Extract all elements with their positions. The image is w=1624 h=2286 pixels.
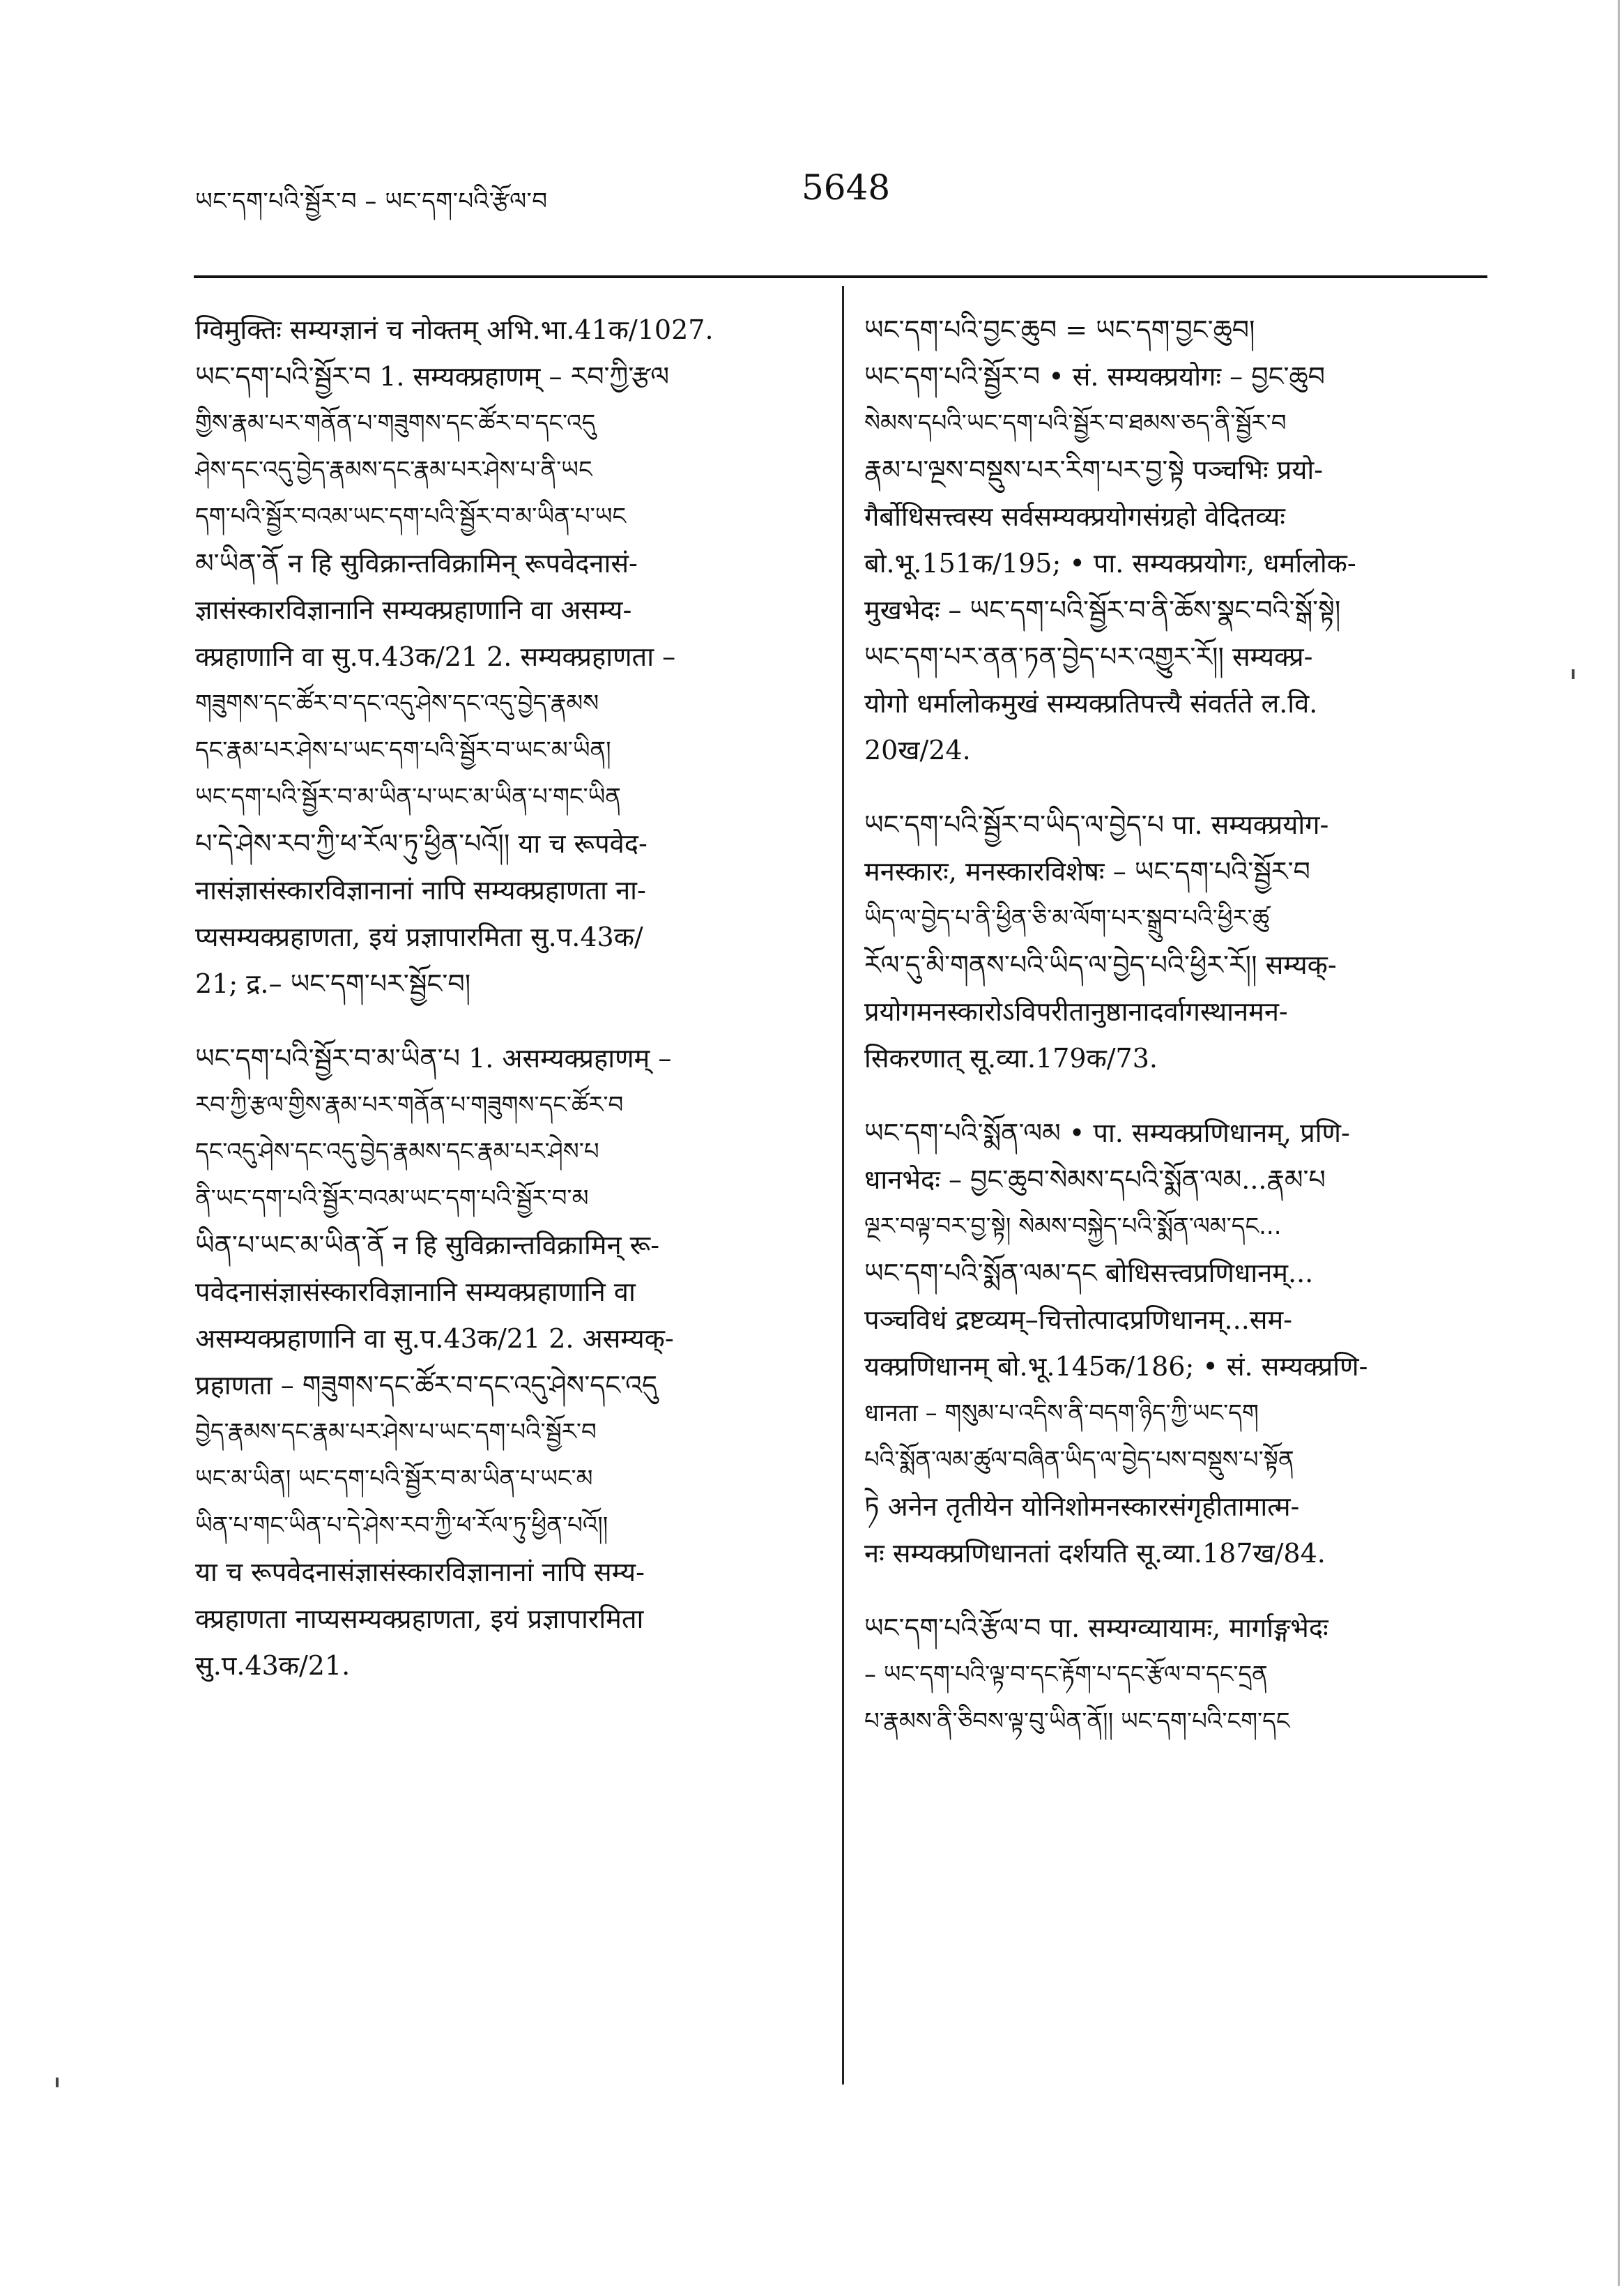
text-line: धानभेदः – བྱང་ཆུབ་སེམས་དཔའི་སྨོན་ལམ...རྣམ་པ xyxy=(864,1164,1326,1195)
header-entry-range: ཡང་དག་པའི་སྦྱོར་བ – ཡང་དག་པའི་རྩོལ་བ xyxy=(195,188,548,215)
text-line: मनस्कारः, मनस्कारविशेषः – ཡང་དག་པའི་སྦྱོར་བ xyxy=(864,856,1310,887)
text-line: ཡང་དག་པའི་སྨོན་ལམ་དང बोधिसत्त्वप्रणिधानम्... xyxy=(864,1258,1314,1288)
text-line: ग्विमुक्तिः सम्यग्ज्ञानं च नोक्तम् अभि.भा.41क/1027. xyxy=(195,314,714,345)
text-line: ལྔར་བལྟ་བར་བྱ་སྟེ། སེམས་བསྐྱེད་པའི་སྨོན་ལམ་དང... xyxy=(864,1212,1282,1240)
scan-edge-line xyxy=(1618,0,1620,2286)
text-line: गैर्बोधिसत्त्वस्य सर्वसम्यक्प्रयोगसंग्रहो वेदितव्यः xyxy=(864,501,1285,532)
text-line: प्रहाणता – གཟུགས་དང་ཚོར་བ་དང་འདུ་ཤེས་དང་འདུ xyxy=(195,1370,658,1401)
text-line: – ཡང་དག་པའི་ལྟ་བ་དང་རྟོག་པ་དང་རྩོལ་བ་དང་དྲན xyxy=(864,1661,1268,1689)
text-line: ཤེས་དང་འདུ་བྱེད་རྣམས་དང་རྣམ་པར་ཤེས་པ་ནི་ཡང xyxy=(195,456,592,484)
text-line: बो.भू.151क/195; • पा. सम्यक्प्रयोगः, धर्मालोक- xyxy=(864,548,1356,579)
text-line: क्प्रहाणता नाप्यसम्यक्प्रहाणता, इयं प्रज्ञापारमिता xyxy=(195,1603,644,1634)
text-line: དང་འདུ་ཤེས་དང་འདུ་བྱེད་རྣམས་དང་རྣམ་པར་ཤེས་པ xyxy=(195,1138,599,1166)
entry-headword-line: ཡང་དག་པའི་སྦྱོར་བ་ཡིད་ལ་བྱེད་པ पा. सम्यक्प्रयोग- xyxy=(864,809,1329,840)
text-line: प्यसम्यक्प्रहाणता, इयं प्रज्ञापारमिता सु.प.43क/ xyxy=(195,922,643,952)
text-line: धानता – གསུམ་པ་འདིས་ནི་བདག་ཉིད་ཀྱི་ཡང་དག xyxy=(864,1399,1259,1427)
text-line: ज्ञासंस्कारविज्ञानानि सम्यक्प्रहाणानि वा असम्य- xyxy=(195,595,632,625)
text-line: ཡང་དག་པར་ནན་ཏན་བྱེད་པར་འགྱུར་རོ།། सम्यक्प्र- xyxy=(864,641,1313,672)
text-line: དག་པའི་སྦྱོར་བའམ་ཡང་དག་པའི་སྦྱོར་བ་མ་ཡིན་པ་ཡང xyxy=(195,503,627,531)
scan-speck xyxy=(56,2078,59,2087)
text-line: ཡང་དག་པའི་སྦྱོར་བ་མ་ཡིན་པ་ཡང་མ་ཡིན་པ་གང་ཡིན xyxy=(195,783,621,811)
entry-headword-line: ཡང་དག་པའི་སྦྱོར་བ 1. सम्यक्प्रहाणम् – རབ་ཀྱི་རྩལ xyxy=(195,361,670,392)
text-line: རབ་ཀྱི་རྩལ་གྱིས་རྣམ་པར་གནོན་པ་གཟུགས་དང་ཚོར་བ xyxy=(195,1091,624,1119)
text-line: གྱིས་རྣམ་པར་གནོན་པ་གཟུགས་དང་ཚོར་བ་དང་འདུ xyxy=(195,409,596,437)
text-line: པ་རྣམས་ནི་ཅིབས་ལྟ་བུ་ཡིན་ནོ།། ཡང་དག་པའི་ངག་དང xyxy=(864,1707,1290,1735)
text-line: नासंज्ञासंस्कारविज्ञानानां नापि सम्यक्प्रहाणता ना- xyxy=(195,875,646,906)
entry-headword-line: ཡང་དག་པའི་སྨོན་ལམ • पा. सम्यक्प्रणिधानम्, प्रणि- xyxy=(864,1118,1350,1148)
text-line: 21; द्र.– ཡང་དག་པར་སྦྱོང་བ། xyxy=(195,968,471,999)
text-line: नः सम्यक्प्रणिधानतां दर्शयति सू.व्या.187ख/84. xyxy=(864,1538,1326,1569)
text-line: པ་དེ་ཤེས་རབ་ཀྱི་ཕ་རོལ་ཏུ་ཕྱིན་པའོ།། या च रूपवेद- xyxy=(195,828,648,859)
text-line: སེམས་དཔའི་ཡང་དག་པའི་སྦྱོར་བ་ཐམས་ཅད་ནི་སྦྱོར་བ xyxy=(864,409,1287,437)
text-line: मुखभेदः – ཡང་དག་པའི་སྦྱོར་བ་ནི་ཆོས་སྣང་བའི་སྒོ་སྟེ། xyxy=(864,595,1341,625)
entry-headword-line: ཡང་དག་པའི་བྱང་ཆུབ = ཡང་དག་བྱང་ཆུབ། xyxy=(864,314,1255,345)
header-rule xyxy=(194,275,1487,278)
text-line: རོལ་དུ་མི་གནས་པའི་ཡིད་ལ་བྱེད་པའི་ཕྱིར་རོ།། सम्यक्- xyxy=(864,950,1337,980)
running-header xyxy=(188,160,1485,223)
column-divider xyxy=(842,286,844,2085)
scan-speck xyxy=(1572,669,1575,679)
text-line: 20ख/24. xyxy=(864,735,971,765)
text-line: प्रयोगमनस्कारोऽविपरीतानुष्ठानादर्वागस्थानमन- xyxy=(864,996,1288,1027)
text-line: ཡང་མ་ཡིན། ཡང་དག་པའི་སྦྱོར་བ་མ་ཡིན་པ་ཡང་མ xyxy=(195,1465,593,1493)
text-line: པའི་སྨོན་ལམ་ཚུལ་བཞིན་ཡིད་ལ་བྱེད་པས་བསྡུས་པ་སྟོན xyxy=(864,1446,1294,1474)
text-line: ཡིད་ལ་བྱེད་པ་ནི་ཕྱིན་ཅི་མ་ལོག་པར་སྒྲུབ་པའི་ཕྱིར་ཚུ xyxy=(864,904,1270,932)
text-line: यक्प्रणिधानम् बो.भू.145क/186; • सं. सम्यक्प्रणि- xyxy=(864,1351,1368,1382)
text-line: या च रूपवेदनासंज्ञासंस्कारविज्ञानानां नापि सम्य- xyxy=(195,1557,645,1587)
text-line: पञ्चविधं द्रष्टव्यम्–चित्तोत्पादप्रणिधानम्...सम- xyxy=(864,1304,1293,1335)
text-line: सिकरणात् सू.व्या.179क/73. xyxy=(864,1043,1158,1074)
page-number: 5648 xyxy=(802,167,891,208)
text-line: མ་ཡིན་ནོ न हि सुविक्रान्तविक्रामिन् रूपवेदनासं- xyxy=(195,548,638,579)
text-line: क्प्रहाणानि वा सु.प.43क/21 2. सम्यक्प्रहाणता – xyxy=(195,641,676,672)
text-line: ནི་ཡང་དག་པའི་སྦྱོར་བའམ་ཡང་དག་པའི་སྦྱོར་བ་མ xyxy=(195,1184,589,1212)
text-line: བྱེད་རྣམས་དང་རྣམ་པར་ཤེས་པ་ཡང་དག་པའི་སྦྱོར་བ xyxy=(195,1418,597,1446)
entry-headword-line: ཡང་དག་པའི་རྩོལ་བ पा. सम्यग्व्यायामः, मार्गाङ्गभेदः xyxy=(864,1613,1328,1643)
text-line: असम्यक्प्रहाणानि वा सु.प.43क/21 2. असम्यक्- xyxy=(195,1323,674,1354)
left-column xyxy=(195,307,822,1689)
text-line: དང་རྣམ་པར་ཤེས་པ་ཡང་དག་པའི་སྦྱོར་བ་ཡང་མ་ཡིན། xyxy=(195,736,611,764)
entry-headword-line: ཡང་དག་པའི་སྦྱོར་བ • सं. सम्यक्प्रयोगः – བྱང་ཆུབ xyxy=(864,361,1325,392)
text-line: पवेदनासंज्ञासंस्कारविज्ञानानि सम्यक्प्रहाणानि वा xyxy=(195,1277,636,1307)
entry-headword-line: ཡང་དག་པའི་སྦྱོར་བ་མ་ཡིན་པ 1. असम्यक्प्रहाणम् – xyxy=(195,1043,672,1074)
text-line: ཡིན་པ་ཡང་མ་ཡིན་ནོ न हि सुविक्रान्तविक्रामिन् रू- xyxy=(195,1230,660,1260)
text-line: ཡིན་པ་གང་ཡིན་པ་དེ་ཤེས་རབ་ཀྱི་ཕ་རོལ་ཏུ་ཕྱིན་པའོ།། xyxy=(195,1511,608,1539)
text-line: सु.प.43क/21. xyxy=(195,1650,351,1681)
text-line: གཟུགས་དང་ཚོར་བ་དང་འདུ་ཤེས་དང་འདུ་བྱེད་རྣམས xyxy=(195,689,599,717)
text-line: རྣམ་པ་ལྔས་བསྡུས་པར་རིག་པར་བྱ་སྟེ पञ्चभिः प्रयो- xyxy=(864,455,1324,485)
text-line: ཏེ अनेन तृतीयेन योनिशोमनस्कारसंगृहीतामात्म- xyxy=(864,1491,1300,1522)
text-line: योगो धर्मालोकमुखं सम्यक्प्रतिपत्त्यै संवर्तते ल.वि. xyxy=(864,688,1318,719)
right-column xyxy=(864,307,1485,1745)
